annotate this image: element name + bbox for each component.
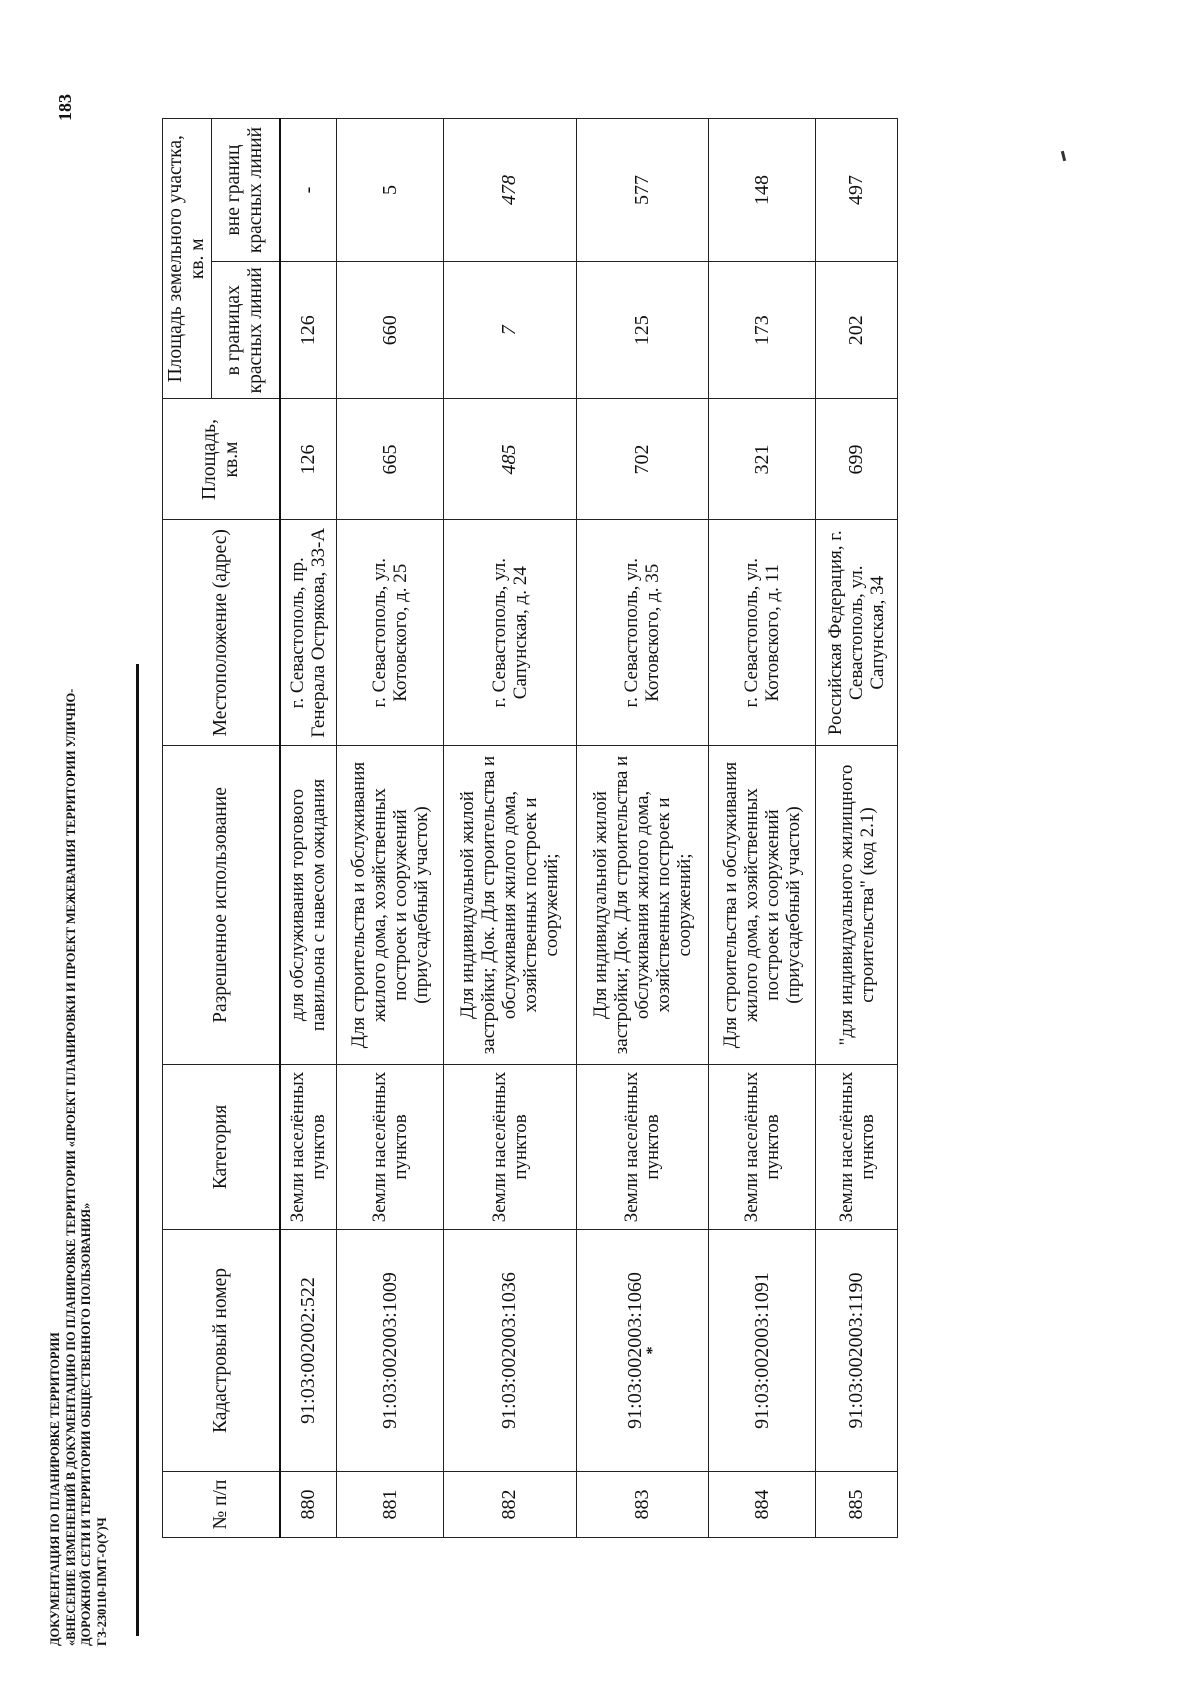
cell-location: г. Севастополь, ул. Котовского, д. 25: [337, 520, 444, 746]
header-line-3: ДОРОЖНОЙ СЕТИ И ТЕРРИТОРИИ ОБЩЕСТВЕННОГО ПОЛЬЗОВАНИЯ»: [79, 1202, 93, 1646]
cell-location: г. Севастополь, пр. Генерала Острякова, 33-А: [280, 520, 337, 746]
cell-inside-red-lines: 173: [709, 262, 816, 400]
table-row: [816, 119, 898, 1538]
cell-category: Земли населённых пунктов: [709, 1065, 816, 1230]
cell-cadastral: 91:03:002003:1190: [816, 1230, 898, 1472]
cell-area: 665: [337, 399, 444, 520]
col-header-location: Местоположение (адрес): [163, 520, 280, 746]
cell-permitted-use: Для индивидуальной жилой застройки; Док. Для строительства и обслуживания жилого дома, хозяйственных построек и сооружений;: [576, 746, 708, 1065]
cell-area: 699: [816, 399, 898, 520]
cell-outside-red-lines: 497: [816, 119, 898, 262]
col-header-area: Площадь, кв.м: [163, 399, 280, 520]
cell-inside-red-lines: 125: [576, 262, 708, 400]
cell-cadastral: [576, 1230, 708, 1472]
cell-num: 880: [280, 1472, 337, 1538]
cell-outside-red-lines: 148: [709, 119, 816, 262]
cell-outside-red-lines: 577: [576, 119, 708, 262]
cell-inside-red-lines: 660: [337, 262, 444, 400]
land-plots-table: [162, 118, 898, 1538]
table-row: [337, 119, 444, 1538]
cell-area: 321: [709, 399, 816, 520]
cell-location: г. Севастополь, ул. Котовского, д. 35: [576, 520, 708, 746]
page-number: 183: [55, 94, 75, 121]
cell-num: 883: [576, 1472, 708, 1538]
cell-area: 126: [280, 399, 337, 520]
cell-num: 884: [709, 1472, 816, 1538]
cell-location: Российская Федерация, г. Севастополь, ул. Сапунская, 34: [816, 520, 898, 746]
cell-location: г. Севастополь, ул. Сапунская, д. 24: [444, 520, 576, 746]
cell-category: Земли населённых пунктов: [280, 1065, 337, 1230]
cell-category: Земли населённых пунктов: [337, 1065, 444, 1230]
cell-category: Земли населённых пунктов: [444, 1065, 576, 1230]
col-header-category: Категория: [163, 1065, 280, 1230]
col-header-cadastral: Кадастровый номер: [163, 1230, 280, 1472]
cell-cadastral: 91:03:002002:522: [280, 1230, 337, 1472]
cell-area: 702: [576, 399, 708, 520]
col-header-inside-red-lines: в границах красных линий: [212, 262, 280, 400]
cell-num: 881: [337, 1472, 444, 1538]
cell-permitted-use: для обслуживания торгового павильона с навесом ожидания: [280, 746, 337, 1065]
cell-location: г. Севастополь, ул. Котовского, д. 11: [709, 520, 816, 746]
cell-cadastral: 91:03:002003:1091: [709, 1230, 816, 1472]
cell-cadastral: 91:03:002003:1036: [444, 1230, 576, 1472]
table-header: [163, 119, 280, 1538]
table-row: [444, 119, 576, 1538]
cell-cadastral: 91:03:002003:1009: [337, 1230, 444, 1472]
cell-area: 485: [444, 399, 576, 520]
table-row: [709, 119, 816, 1538]
cell-outside-red-lines: -: [280, 119, 337, 262]
table-row: [280, 119, 337, 1538]
col-header-num: № п/п: [163, 1472, 280, 1538]
cell-permitted-use: Для строительства и обслуживания жилого дома, хозяйственных построек и сооружений (приусадебный участок): [337, 746, 444, 1065]
cell-permitted-use: Для индивидуальной жилой застройки; Док. Для строительства и обслуживания жилого дома, хозяйственных построек и сооружений;: [444, 746, 576, 1065]
header-line-2: «ВНЕСЕНИЕ ИЗМЕНЕНИЙ В ДОКУМЕНТАЦИЮ ПО ПЛАНИРОВКЕ ТЕРРИТОРИИ «ПРОЕКТ ПЛАНИРОВКИ И ПРОЕКТ МЕЖЕВАНИЯ ТЕРРИТОРИИ УЛИЧНО-: [63, 688, 78, 1646]
footnote-mark: *: [643, 1346, 661, 1355]
cell-permitted-use: Для строительства и обслуживания жилого дома, хозяйственных построек и сооружений (приусадебный участок): [709, 746, 816, 1065]
cell-outside-red-lines: 478: [444, 119, 576, 262]
cell-permitted-use: "для индивидуального жилищного строительства" (код 2.1): [816, 746, 898, 1065]
cadastral-number: 91:03:002003:1060: [623, 1272, 646, 1429]
col-header-land-area-group: Площадь земельного участка, кв. м: [163, 119, 212, 400]
table-row: [576, 119, 708, 1538]
cell-category: Земли населённых пунктов: [576, 1065, 708, 1230]
cell-category: Земли населённых пунктов: [816, 1065, 898, 1230]
cell-outside-red-lines: 5: [337, 119, 444, 262]
cell-num: 882: [444, 1472, 576, 1538]
header-divider: [136, 664, 139, 1636]
scan-artifact-mark: [1061, 151, 1066, 161]
cell-inside-red-lines: 202: [816, 262, 898, 400]
cell-inside-red-lines: 7: [444, 262, 576, 400]
document-header: [48, 146, 110, 1646]
cell-inside-red-lines: 126: [280, 262, 337, 400]
header-line-1: ДОКУМЕНТАЦИЯ ПО ПЛАНИРОВКЕ ТЕРРИТОРИИ: [48, 1332, 62, 1646]
header-line-4: ГЗ-230110-ПМТ-О(У)Ч: [94, 1517, 109, 1646]
cell-num: 885: [816, 1472, 898, 1538]
col-header-permitted-use: Разрешенное использование: [163, 746, 280, 1065]
col-header-outside-red-lines: вне границ красных линий: [212, 119, 280, 262]
